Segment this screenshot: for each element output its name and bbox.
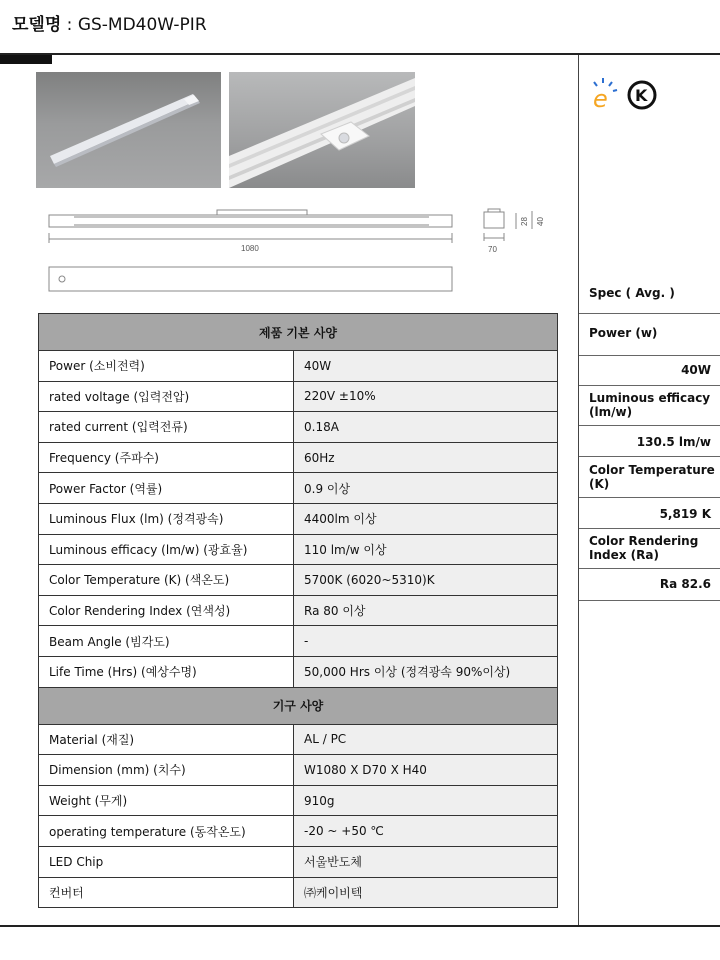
table-row [39,656,558,687]
row-value: W1080 X D70 X H40 [294,755,558,786]
kc-mark-icon [629,82,655,108]
row-value: - [294,626,558,657]
cct-value-cell [579,507,720,521]
spec-avg-label: Spec ( Avg. ) [589,286,675,300]
row-label: Power Factor (역률) [39,473,294,504]
cct-label-line2: (K) [589,477,610,491]
table-row [39,595,558,626]
spec-avg-heading [579,286,720,300]
section-title: 기구 사양 [39,687,558,724]
table-row [39,755,558,786]
table-row [39,351,558,382]
section-title: 제품 기본 사양 [39,314,558,351]
product-photo-detail [229,72,415,188]
row-value: ㈜케이비텍 [294,877,558,908]
table-row [39,626,558,657]
sidebar-rule [579,355,720,356]
row-value: 서울반도체 [294,846,558,877]
table-row [39,503,558,534]
row-value: 40W [294,351,558,382]
cct-label-cell [579,463,720,491]
row-value: 910g [294,785,558,816]
certification-marks [590,76,660,116]
row-value: 50,000 Hrs 이상 (정격광속 90%이상) [294,656,558,687]
row-value: 220V ±10% [294,381,558,412]
cri-value-cell [579,577,720,591]
cri-value: Ra 82.6 [659,577,711,591]
row-value: 4400lm 이상 [294,503,558,534]
cct-label-line1: Color Temperature [589,463,715,477]
row-label: 컨버터 [39,877,294,908]
table-row [39,785,558,816]
footer-divider [0,925,720,927]
cri-label-line1: Color Rendering [589,534,699,548]
table-row [39,381,558,412]
row-value: Ra 80 이상 [294,595,558,626]
power-value-cell [579,363,720,377]
header-accent-bar [0,55,52,64]
section-header-basic [39,314,558,351]
section-header-fixture [39,687,558,724]
product-photo-full [36,72,221,188]
row-label: Life Time (Hrs) (예상수명) [39,656,294,687]
row-value: 60Hz [294,442,558,473]
row-value: 5700K (6020~5310)K [294,565,558,596]
row-value: 0.9 이상 [294,473,558,504]
power-label-cell [579,326,720,340]
efficacy-label-line1: Luminous efficacy [589,391,711,405]
sidebar-rule [579,568,720,569]
power-value: 40W [681,363,711,377]
row-value: -20 ~ +50 ℃ [294,816,558,847]
row-label: Weight (무게) [39,785,294,816]
row-label: operating temperature (동작온도) [39,816,294,847]
efficacy-label-line2: (lm/w) [589,405,633,419]
sidebar-rule [579,313,720,314]
row-value: 110 lm/w 이상 [294,534,558,565]
sidebar-rule [579,528,720,529]
header-divider [0,53,720,55]
model-label: 모델명 [12,15,62,35]
row-label: Color Temperature (K) (색온도) [39,565,294,596]
spec-table [38,313,558,908]
length-dimension: 1080 [241,244,259,253]
row-label: rated current (입력전류) [39,412,294,443]
power-label: Power (w) [589,326,658,340]
table-row [39,565,558,596]
row-label: Power (소비전력) [39,351,294,382]
cri-label-line2: Index (Ra) [589,548,659,562]
e-mark-letter: e [593,85,608,112]
row-label: Material (재질) [39,724,294,755]
table-row [39,724,558,755]
kc-mark-letter: K [635,86,648,105]
table-row [39,846,558,877]
row-label: Luminous Flux (lm) (정격광속) [39,503,294,534]
sidebar-rule [579,456,720,457]
table-row [39,442,558,473]
table-row [39,534,558,565]
row-label: Frequency (주파수) [39,442,294,473]
model-value: : GS-MD40W-PIR [61,15,207,35]
row-value: AL / PC [294,724,558,755]
table-row [39,473,558,504]
table-row [39,877,558,908]
table-row [39,412,558,443]
efficacy-value-cell [579,435,720,449]
height-dimension-28: 28 [520,217,529,226]
table-row [39,816,558,847]
row-label: Beam Angle (빔각도) [39,626,294,657]
cct-value: 5,819 K [659,507,711,521]
efficacy-label-cell [579,391,720,419]
row-label: LED Chip [39,846,294,877]
row-label: Dimension (mm) (치수) [39,755,294,786]
sidebar-rule [579,385,720,386]
row-value: 0.18A [294,412,558,443]
sidebar-rule [579,600,720,601]
depth-dimension: 70 [488,245,497,254]
technical-drawing [44,205,554,301]
row-label: Luminous efficacy (lm/w) (광효율) [39,534,294,565]
row-label: rated voltage (입력전압) [39,381,294,412]
height-dimension-40: 40 [536,217,545,226]
model-title [12,12,207,38]
efficacy-value: 130.5 lm/w [636,435,711,449]
cri-label-cell [579,534,720,562]
sidebar-rule [579,497,720,498]
row-label: Color Rendering Index (연색성) [39,595,294,626]
sidebar-rule [579,425,720,426]
